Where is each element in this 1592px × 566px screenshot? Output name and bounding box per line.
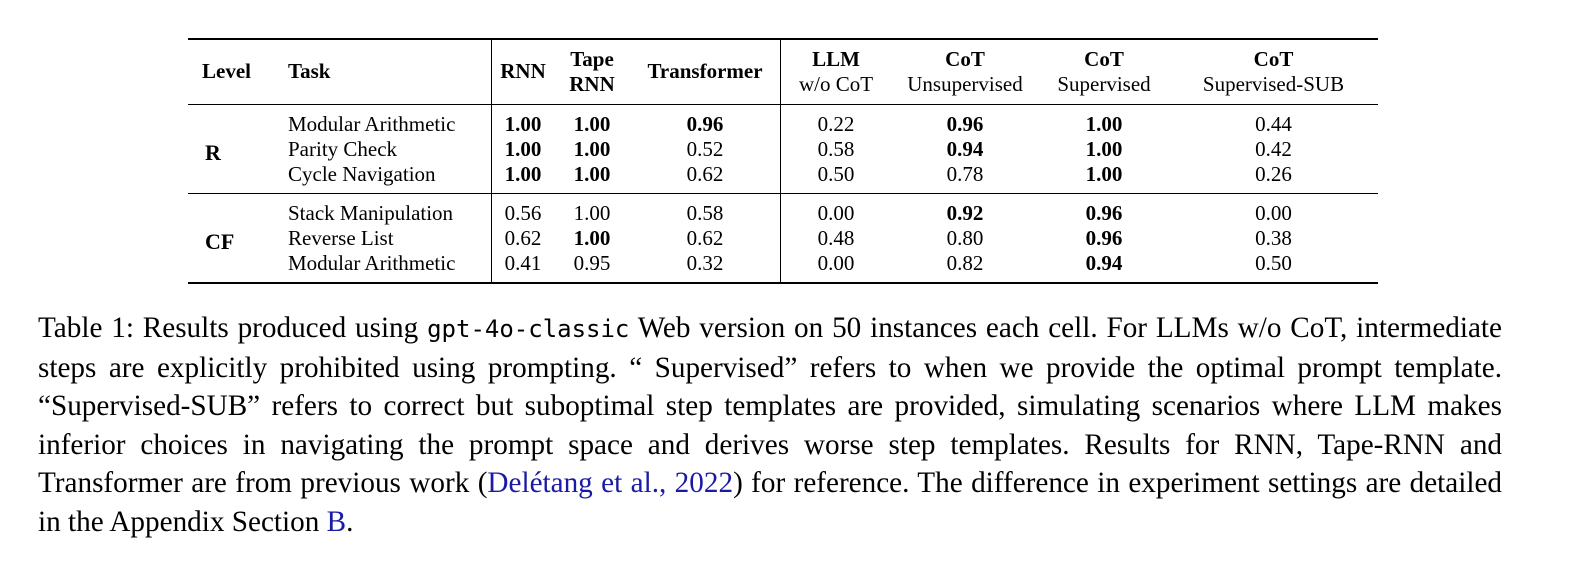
llm-cell: 0.00 xyxy=(817,250,855,275)
header-llm-line2: w/o CoT xyxy=(798,71,874,96)
cot-unsup-cell: 0.78 xyxy=(946,161,984,186)
rnn-cell: 0.56 xyxy=(504,200,542,225)
caption-text-1: Table 1: Results produced using xyxy=(38,312,428,344)
cot-unsup-cell: 0.96 xyxy=(946,111,984,136)
table-row xyxy=(188,226,1378,251)
llm-cell: 0.22 xyxy=(817,111,855,136)
caption-text-4: . xyxy=(346,505,354,538)
citation-link[interactable]: Delétang et al., 2022 xyxy=(487,467,734,500)
header-cot-sub-line1: CoT xyxy=(1253,46,1294,71)
header-transformer: Transformer xyxy=(630,39,781,104)
group-regular xyxy=(188,104,1378,193)
header-llm xyxy=(781,39,892,104)
table-row xyxy=(188,104,1378,137)
cot-sup-cell: 1.00 xyxy=(1085,111,1123,136)
transformer-cell: 0.62 xyxy=(630,226,781,251)
appendix-link[interactable]: B xyxy=(326,505,347,538)
llm-cell: 0.58 xyxy=(817,136,855,161)
table-header xyxy=(188,39,1378,104)
tape-rnn-cell: 1.00 xyxy=(573,161,611,186)
caption-text-2: Web version on 50 instances each cell. For LLMs w/o CoT, intermediate steps are explicitly prohibited using prompting. “ Supervised” refers to when we provide the optimal prompt template. “Supervised-SUB” refers to correct but suboptimal step templates are provided, simulating scenarios where LLM makes inferior choices in navigating the prompt space and derives worse step templates. Results for RNN, Tape-RNN and Transformer are from previous work ( xyxy=(38,312,1502,500)
rnn-cell: 0.62 xyxy=(504,225,542,250)
header-cot-unsup-line2: Unsupervised xyxy=(907,71,1023,96)
tape-rnn-cell: 1.00 xyxy=(573,225,611,250)
header-cot-unsup-line1: CoT xyxy=(945,46,985,71)
transformer-cell: 0.62 xyxy=(630,162,781,194)
table-row xyxy=(188,137,1378,162)
cot-sup-cell: 0.94 xyxy=(1085,250,1123,275)
rnn-cell: 1.00 xyxy=(504,111,542,136)
tape-rnn-cell: 0.95 xyxy=(573,250,611,275)
header-cot-supervised-sub xyxy=(1169,39,1378,104)
cot-unsup-cell: 0.82 xyxy=(946,250,984,275)
header-cot-supervised xyxy=(1039,39,1169,104)
cot-sup-cell: 1.00 xyxy=(1085,161,1123,186)
rnn-cell: 1.00 xyxy=(504,161,542,186)
task-cell: Reverse List xyxy=(288,226,492,251)
cot-sup-cell: 0.96 xyxy=(1085,225,1123,250)
rnn-cell: 1.00 xyxy=(504,136,542,161)
task-cell: Stack Manipulation xyxy=(288,193,492,226)
llm-cell: 0.00 xyxy=(817,200,855,225)
header-cot-sup-line2: Supervised xyxy=(1057,71,1151,96)
task-cell: Parity Check xyxy=(288,137,492,162)
cot-sup-cell: 1.00 xyxy=(1085,136,1123,161)
task-cell: Modular Arithmetic xyxy=(288,104,492,137)
cot-sub-cell: 0.50 xyxy=(1255,250,1292,275)
tape-rnn-cell: 1.00 xyxy=(573,200,611,225)
llm-cell: 0.48 xyxy=(817,225,855,250)
task-cell: Modular Arithmetic xyxy=(288,251,492,283)
transformer-cell: 0.32 xyxy=(630,251,781,283)
header-level: Level xyxy=(202,59,251,84)
rnn-cell: 0.41 xyxy=(504,250,542,275)
table-row xyxy=(188,251,1378,283)
header-llm-line1: LLM xyxy=(812,46,860,71)
level-label: R xyxy=(205,139,221,165)
transformer-cell: 0.96 xyxy=(630,104,781,137)
table-row xyxy=(188,193,1378,226)
cot-sub-cell: 0.26 xyxy=(1255,161,1292,186)
header-tape-rnn-line1: Tape xyxy=(570,46,614,71)
header-tape-rnn xyxy=(554,39,630,104)
header-cot-sub-line2: Supervised-SUB xyxy=(1202,71,1345,96)
caption-text-3: ) for reference. The difference in experiment settings are detailed in the Appendix Section xyxy=(38,467,1502,538)
task-cell: Cycle Navigation xyxy=(288,162,492,194)
tape-rnn-cell: 1.00 xyxy=(573,136,611,161)
header-cot-sup-line1: CoT xyxy=(1084,46,1124,71)
cot-unsup-cell: 0.80 xyxy=(946,225,984,250)
cot-sub-cell: 0.42 xyxy=(1255,136,1292,161)
header-cot-unsupervised xyxy=(891,39,1039,104)
cot-unsup-cell: 0.92 xyxy=(946,200,984,225)
cot-sub-cell: 0.38 xyxy=(1255,225,1292,250)
level-label: CF xyxy=(205,228,235,254)
cot-unsup-cell: 0.94 xyxy=(946,136,984,161)
header-task: Task xyxy=(288,39,492,104)
header-tape-rnn-line2: RNN xyxy=(569,71,615,96)
transformer-cell: 0.58 xyxy=(630,193,781,226)
results-table xyxy=(188,38,1378,284)
group-context-free xyxy=(188,193,1378,283)
llm-cell: 0.50 xyxy=(817,161,855,186)
transformer-cell: 0.52 xyxy=(630,137,781,162)
header-rnn: RNN xyxy=(500,59,546,84)
tape-rnn-cell: 1.00 xyxy=(573,111,611,136)
caption-code: gpt-4o-classic xyxy=(427,315,630,343)
cot-sub-cell: 0.44 xyxy=(1255,111,1292,136)
cot-sup-cell: 0.96 xyxy=(1085,200,1123,225)
cot-sub-cell: 0.00 xyxy=(1255,200,1292,225)
table-caption xyxy=(38,309,1502,542)
table-row xyxy=(188,162,1378,194)
